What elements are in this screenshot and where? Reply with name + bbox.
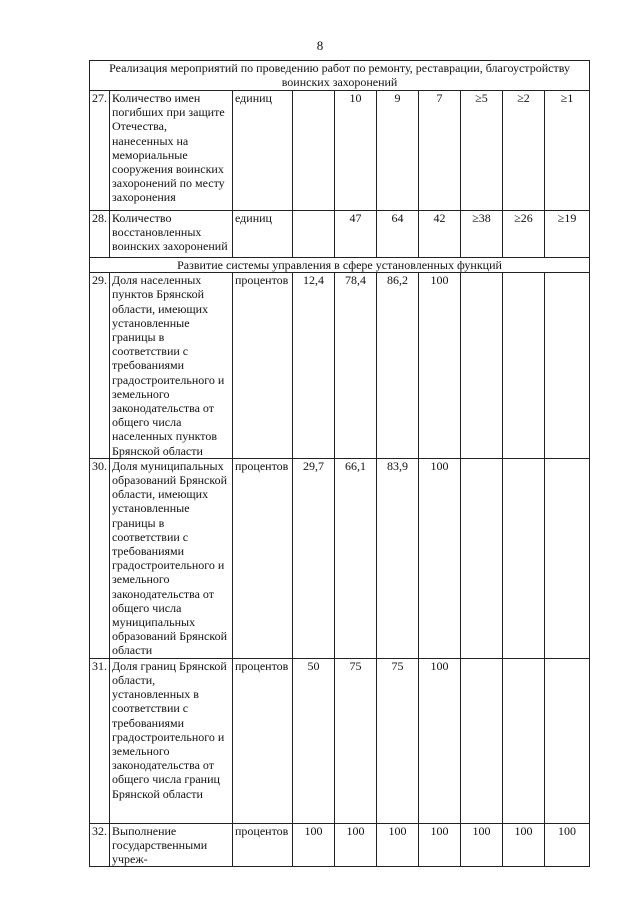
value-cell: 50 [293, 658, 335, 823]
section-header-row [90, 258, 590, 273]
unit-cell: единиц [233, 211, 293, 258]
value-cell: ≥26 [503, 211, 545, 258]
indicator-name: Количество восстановленных воинских захоронений [110, 211, 233, 258]
value-cell [461, 458, 503, 658]
value-cell: 64 [377, 211, 419, 258]
value-cell: 100 [419, 273, 461, 459]
row-number: 30. [90, 458, 110, 658]
value-cell [461, 658, 503, 823]
section-title-management: Развитие системы управления в сфере установленных функций [90, 258, 590, 273]
value-cell: ≥38 [461, 211, 503, 258]
section-title-repair: Реализация мероприятий по проведению работ по ремонту, реставрации, благоустройству воинских захоронений [90, 61, 590, 91]
value-cell: ≥19 [545, 211, 590, 258]
value-cell: 12,4 [293, 273, 335, 459]
value-cell [545, 658, 590, 823]
value-cell [503, 458, 545, 658]
unit-cell: процентов [233, 273, 293, 459]
row-number: 28. [90, 211, 110, 258]
value-cell: 100 [503, 823, 545, 867]
row-number: 31. [90, 658, 110, 823]
unit-cell: единиц [233, 91, 293, 211]
value-cell: ≥5 [461, 91, 503, 211]
value-cell [503, 273, 545, 459]
indicators-table [89, 60, 590, 867]
value-cell: 86,2 [377, 273, 419, 459]
unit-cell: процентов [233, 458, 293, 658]
indicator-name: Доля муниципальных образований Брянской области, имеющих установленные границы в соответствии с требованиями градостроительного и земельного законодательства от общего числа муниципальных образований Брянской области [110, 458, 233, 658]
table-row [90, 91, 590, 211]
value-cell: 10 [335, 91, 377, 211]
value-cell: 75 [377, 658, 419, 823]
value-cell: 100 [545, 823, 590, 867]
indicator-name: Количество имен погибших при защите Отечества, нанесенных на мемориальные сооружения воинских захоронений по месту захоронения [110, 91, 233, 211]
unit-cell: процентов [233, 658, 293, 823]
table-row [90, 211, 590, 258]
value-cell: 100 [419, 823, 461, 867]
indicator-name: Доля границ Брянской области, установленных в соответствии с требованиями градостроительного и земельного законодательства от общего числа границ Брянской области [110, 658, 233, 823]
value-cell: 100 [377, 823, 419, 867]
value-cell [293, 91, 335, 211]
value-cell: 7 [419, 91, 461, 211]
value-cell: 9 [377, 91, 419, 211]
indicator-name: Выполнение государственными учреж- [110, 823, 233, 867]
value-cell: 100 [293, 823, 335, 867]
table-row [90, 658, 590, 823]
section-header-row [90, 61, 590, 91]
value-cell: 100 [419, 658, 461, 823]
value-cell: ≥2 [503, 91, 545, 211]
value-cell: 100 [419, 458, 461, 658]
value-cell: 42 [419, 211, 461, 258]
value-cell [503, 658, 545, 823]
page-number: 8 [316, 38, 324, 53]
row-number: 29. [90, 273, 110, 459]
row-number: 27. [90, 91, 110, 211]
value-cell: 83,9 [377, 458, 419, 658]
row-number: 32. [90, 823, 110, 867]
value-cell: 78,4 [335, 273, 377, 459]
table-row [90, 273, 590, 459]
value-cell: 75 [335, 658, 377, 823]
value-cell: ≥1 [545, 91, 590, 211]
indicator-name: Доля населенных пунктов Брянской области, имеющих установленные границы в соответствии с требованиями градостроительного и земельного законодательства от общего числа населенных пунктов Брянской области [110, 273, 233, 459]
value-cell: 29,7 [293, 458, 335, 658]
value-cell: 66,1 [335, 458, 377, 658]
value-cell [545, 273, 590, 459]
value-cell: 100 [461, 823, 503, 867]
value-cell [545, 458, 590, 658]
value-cell [461, 273, 503, 459]
value-cell: 100 [335, 823, 377, 867]
value-cell [293, 211, 335, 258]
table-row [90, 458, 590, 658]
value-cell: 47 [335, 211, 377, 258]
table-row [90, 823, 590, 867]
unit-cell: процентов [233, 823, 293, 867]
